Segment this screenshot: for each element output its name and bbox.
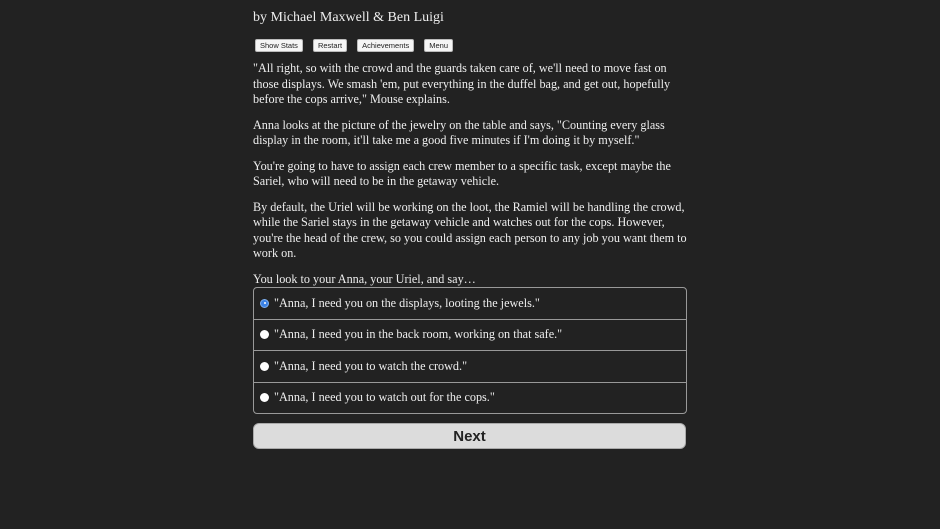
- radio-icon[interactable]: [260, 393, 269, 402]
- choice-label: "Anna, I need you in the back room, working on that safe.": [274, 327, 563, 342]
- toolbar: [255, 39, 453, 52]
- choice-label: "Anna, I need you to watch out for the cops.": [274, 390, 495, 405]
- story-text: [253, 61, 687, 297]
- story-paragraph: By default, the Uriel will be working on the loot, the Ramiel will be handling the crowd, while the Sariel stays in the getaway vehicle and watches out for the cops. However, you're the head of the crew, so you could assign each person to any job you want them to work on.: [253, 199, 687, 260]
- choice-option-3[interactable]: [254, 350, 686, 382]
- radio-icon[interactable]: [260, 330, 269, 339]
- choice-option-2[interactable]: [254, 319, 686, 351]
- achievements-button[interactable]: Achievements: [357, 39, 414, 52]
- choice-option-1[interactable]: [254, 288, 686, 319]
- show-stats-button[interactable]: Show Stats: [255, 39, 303, 52]
- radio-icon[interactable]: [260, 362, 269, 371]
- choice-label: "Anna, I need you on the displays, looting the jewels.": [274, 295, 540, 310]
- story-paragraph: You're going to have to assign each crew member to a specific task, except maybe the Sariel, who will need to be in the getaway vehicle.: [253, 158, 671, 188]
- menu-button[interactable]: Menu: [424, 39, 453, 52]
- choice-option-4[interactable]: [254, 382, 686, 414]
- story-paragraph: You look to your Anna, your Uriel, and say…: [253, 271, 476, 286]
- story-paragraph: Anna looks at the picture of the jewelry on the table and says, "Counting every glass display in the room, it'll take me a good five minutes if I'm doing it by myself.": [253, 117, 665, 147]
- choice-list: [253, 287, 687, 414]
- choice-label: "Anna, I need you to watch the crowd.": [274, 358, 468, 373]
- story-paragraph: "All right, so with the crowd and the guards taken care of, we'll need to move fast on those displays. We smash 'em, put everything in the duffel bag, and get out, hopefully before the cops arrive," Mouse explains.: [253, 61, 671, 106]
- restart-button[interactable]: Restart: [313, 39, 347, 52]
- radio-selected-icon[interactable]: [260, 299, 269, 308]
- next-button[interactable]: Next: [253, 423, 686, 449]
- author-line: by Michael Maxwell & Ben Luigi: [253, 10, 444, 25]
